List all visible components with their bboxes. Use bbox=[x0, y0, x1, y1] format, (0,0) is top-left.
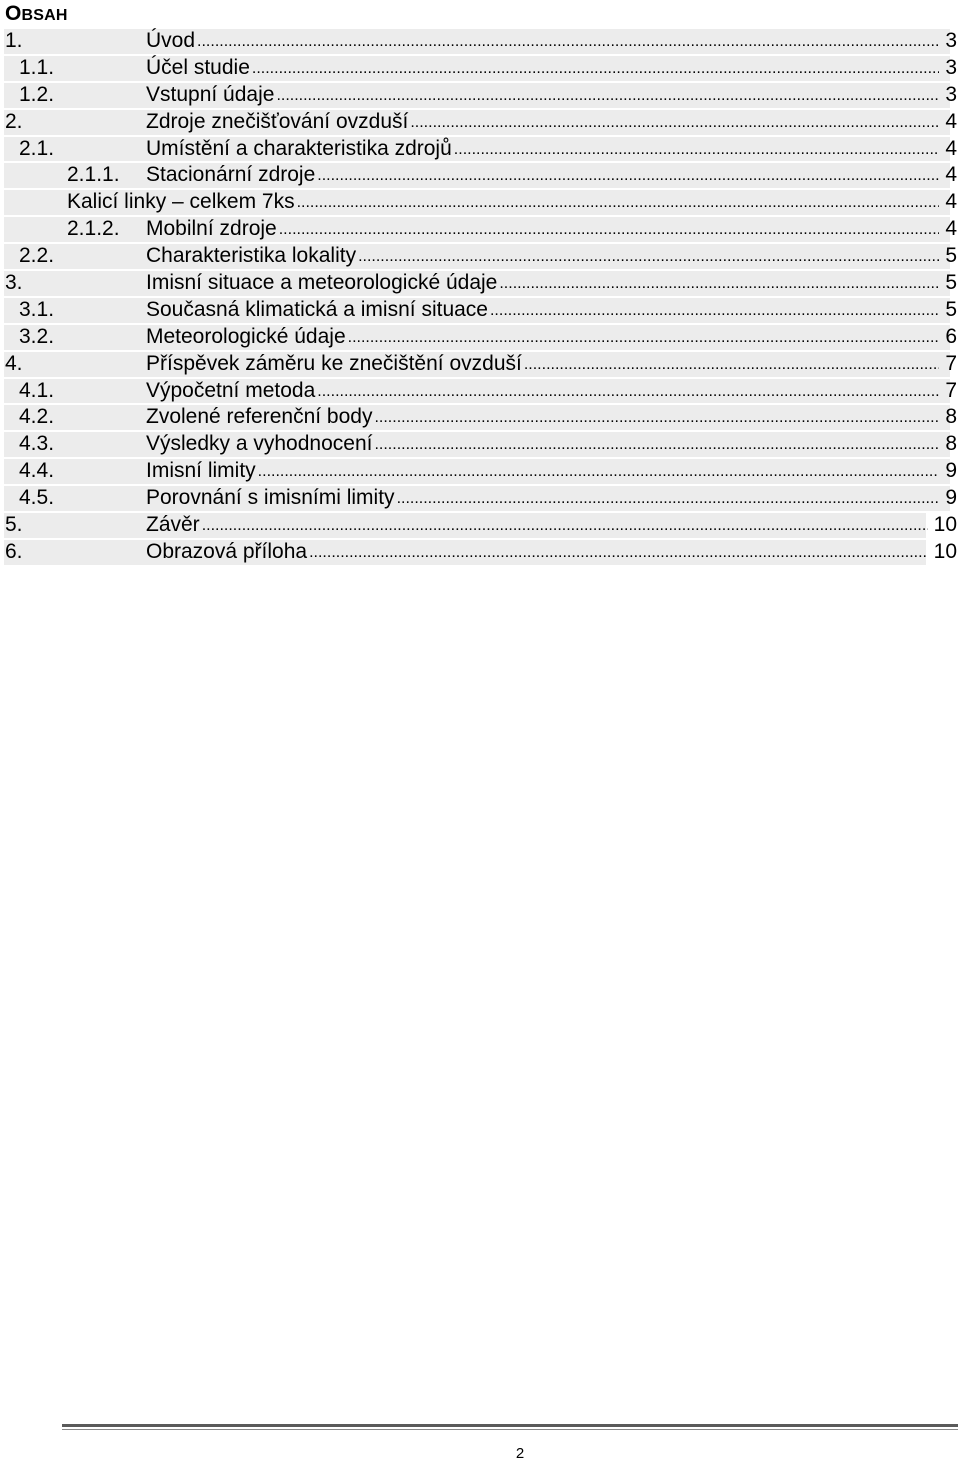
toc-entry-title[interactable]: Zvolené referenční body bbox=[146, 405, 373, 429]
toc-entry-title[interactable]: Současná klimatická a imisní situace bbox=[146, 297, 488, 321]
toc-dot-leader bbox=[374, 404, 939, 431]
toc-entry-number: 1.1. bbox=[19, 55, 55, 79]
toc-entry-page: 6 bbox=[945, 324, 957, 348]
toc-entry-kalici-linky[interactable] bbox=[0, 189, 960, 216]
toc-entry-number: 3. bbox=[5, 271, 23, 295]
toc-dot-leader bbox=[276, 82, 939, 109]
toc-entry-3[interactable] bbox=[0, 270, 960, 297]
toc-entry-title[interactable]: Zdroje znečišťování ovzduší bbox=[146, 109, 409, 133]
toc-heading-initial: O bbox=[5, 2, 22, 25]
toc-entry-page: 3 bbox=[945, 29, 957, 52]
toc-dot-leader bbox=[297, 189, 940, 216]
toc-entry-number: 3.2. bbox=[19, 324, 55, 348]
toc-entry-page: 5 bbox=[945, 297, 957, 321]
toc-entry-4[interactable] bbox=[0, 351, 960, 378]
toc-entry-page: 8 bbox=[945, 432, 957, 456]
toc-entry-title[interactable]: Účel studie bbox=[146, 55, 250, 79]
toc-entry-title[interactable]: Závěr bbox=[146, 513, 200, 537]
toc-dot-leader bbox=[524, 351, 939, 378]
toc-dot-leader bbox=[317, 162, 939, 189]
toc-entry-number: 4.3. bbox=[19, 432, 55, 456]
toc-entry-4-1[interactable] bbox=[0, 378, 960, 405]
toc-entry-2-1-2[interactable] bbox=[0, 216, 960, 243]
toc-entry-page: 4 bbox=[945, 163, 957, 187]
toc-entry-title[interactable]: Výsledky a vyhodnocení bbox=[146, 432, 373, 456]
toc-dot-leader bbox=[317, 378, 939, 405]
toc-entry-page: 4 bbox=[945, 190, 957, 214]
toc-entry-number: 4.1. bbox=[19, 378, 55, 402]
toc-entry-title[interactable]: Výpočetní metoda bbox=[146, 378, 316, 402]
toc-dot-leader bbox=[397, 485, 940, 512]
page-number: 2 bbox=[515, 1445, 525, 1462]
toc-entry-number: 4.5. bbox=[19, 486, 55, 510]
toc-dot-leader bbox=[258, 458, 940, 485]
footer-rule bbox=[62, 1424, 958, 1427]
toc-dot-leader bbox=[374, 431, 939, 458]
toc-entry-1[interactable] bbox=[0, 28, 960, 55]
toc-dot-leader bbox=[358, 243, 939, 270]
toc-entry-page: 7 bbox=[945, 378, 957, 402]
toc-entry-number: 4.4. bbox=[19, 459, 55, 483]
toc-entry-title[interactable]: Porovnání s imisními limity bbox=[146, 486, 395, 510]
toc-heading bbox=[5, 0, 68, 28]
toc-dot-leader bbox=[499, 270, 939, 297]
toc-dot-leader bbox=[348, 324, 940, 351]
toc-dot-leader bbox=[202, 512, 928, 539]
toc-entry-title[interactable]: Umístění a charakteristika zdrojů bbox=[146, 136, 452, 160]
toc-entry-title[interactable]: Mobilní zdroje bbox=[146, 217, 277, 241]
toc-entry-title[interactable]: Imisní limity bbox=[146, 459, 256, 483]
toc-entry-number: 1.2. bbox=[19, 82, 55, 106]
toc-dot-leader bbox=[454, 136, 940, 163]
toc-entry-3-1[interactable] bbox=[0, 297, 960, 324]
toc-entry-number: 2.1. bbox=[19, 136, 55, 160]
toc-entry-page: 4 bbox=[945, 136, 957, 160]
toc-entry-page: 3 bbox=[945, 55, 957, 79]
toc-entry-title[interactable]: Obrazová příloha bbox=[146, 539, 308, 563]
toc-dot-leader bbox=[252, 55, 939, 82]
toc-entry-1-2[interactable] bbox=[0, 82, 960, 109]
toc-entry-page: 5 bbox=[945, 244, 957, 268]
toc-entry-page: 8 bbox=[945, 405, 957, 429]
toc-entry-number: 5. bbox=[5, 513, 23, 537]
toc-entry-page: 5 bbox=[945, 271, 957, 295]
toc-entry-page: 4 bbox=[945, 109, 957, 133]
footer-rule-thin bbox=[62, 1429, 958, 1430]
toc-entry-2-2[interactable] bbox=[0, 243, 960, 270]
toc-dot-leader bbox=[197, 28, 939, 55]
toc-entry-page: 3 bbox=[945, 82, 957, 106]
toc-entry-number: 2.2. bbox=[19, 244, 55, 268]
toc-entry-4-3[interactable] bbox=[0, 431, 960, 458]
toc-entry-2-1[interactable] bbox=[0, 136, 960, 163]
toc-heading-rest: BSAH bbox=[21, 7, 68, 24]
toc-entry-page: 9 bbox=[945, 486, 957, 510]
toc-dot-leader bbox=[309, 539, 928, 566]
toc-entry-number: 4.2. bbox=[19, 405, 55, 429]
toc-entry-page: 10 bbox=[933, 513, 957, 537]
table-of-contents bbox=[0, 28, 960, 566]
toc-entry-title[interactable]: Stacionární zdroje bbox=[146, 163, 316, 187]
toc-dot-leader bbox=[410, 109, 939, 136]
toc-entry-3-2[interactable] bbox=[0, 324, 960, 351]
toc-entry-number: 3.1. bbox=[19, 297, 55, 321]
toc-entry-6[interactable] bbox=[0, 539, 960, 566]
toc-entry-number: 6. bbox=[5, 539, 23, 563]
toc-entry-2-1-1[interactable] bbox=[0, 162, 960, 189]
toc-entry-number: 1. bbox=[5, 29, 23, 52]
toc-entry-title[interactable]: Úvod bbox=[146, 29, 196, 52]
toc-entry-title[interactable]: Příspěvek záměru ke znečištění ovzduší bbox=[146, 351, 522, 375]
toc-entry-title[interactable]: Charakteristika lokality bbox=[146, 244, 357, 268]
toc-entry-number: 4. bbox=[5, 351, 23, 375]
toc-entry-2[interactable] bbox=[0, 109, 960, 136]
toc-entry-page: 7 bbox=[945, 351, 957, 375]
toc-entry-page: 4 bbox=[945, 217, 957, 241]
toc-dot-leader bbox=[279, 216, 940, 243]
toc-entry-title[interactable]: Meteorologické údaje bbox=[146, 324, 346, 348]
toc-entry-1-1[interactable] bbox=[0, 55, 960, 82]
toc-entry-number: 2.1.2. bbox=[67, 217, 120, 241]
toc-entry-4-5[interactable] bbox=[0, 485, 960, 512]
toc-entry-page: 10 bbox=[933, 539, 957, 563]
toc-entry-4-2[interactable] bbox=[0, 404, 960, 431]
toc-dot-leader bbox=[490, 297, 939, 324]
toc-entry-number: 2.1.1. bbox=[67, 163, 120, 187]
toc-entry-4-4[interactable] bbox=[0, 458, 960, 485]
toc-entry-page: 9 bbox=[945, 459, 957, 483]
toc-entry-5[interactable] bbox=[0, 512, 960, 539]
toc-entry-number: 2. bbox=[5, 109, 23, 133]
toc-entry-title[interactable]: Kalicí linky – celkem 7ks bbox=[67, 190, 295, 214]
toc-entry-title[interactable]: Vstupní údaje bbox=[146, 82, 275, 106]
toc-entry-title[interactable]: Imisní situace a meteorologické údaje bbox=[146, 271, 498, 295]
